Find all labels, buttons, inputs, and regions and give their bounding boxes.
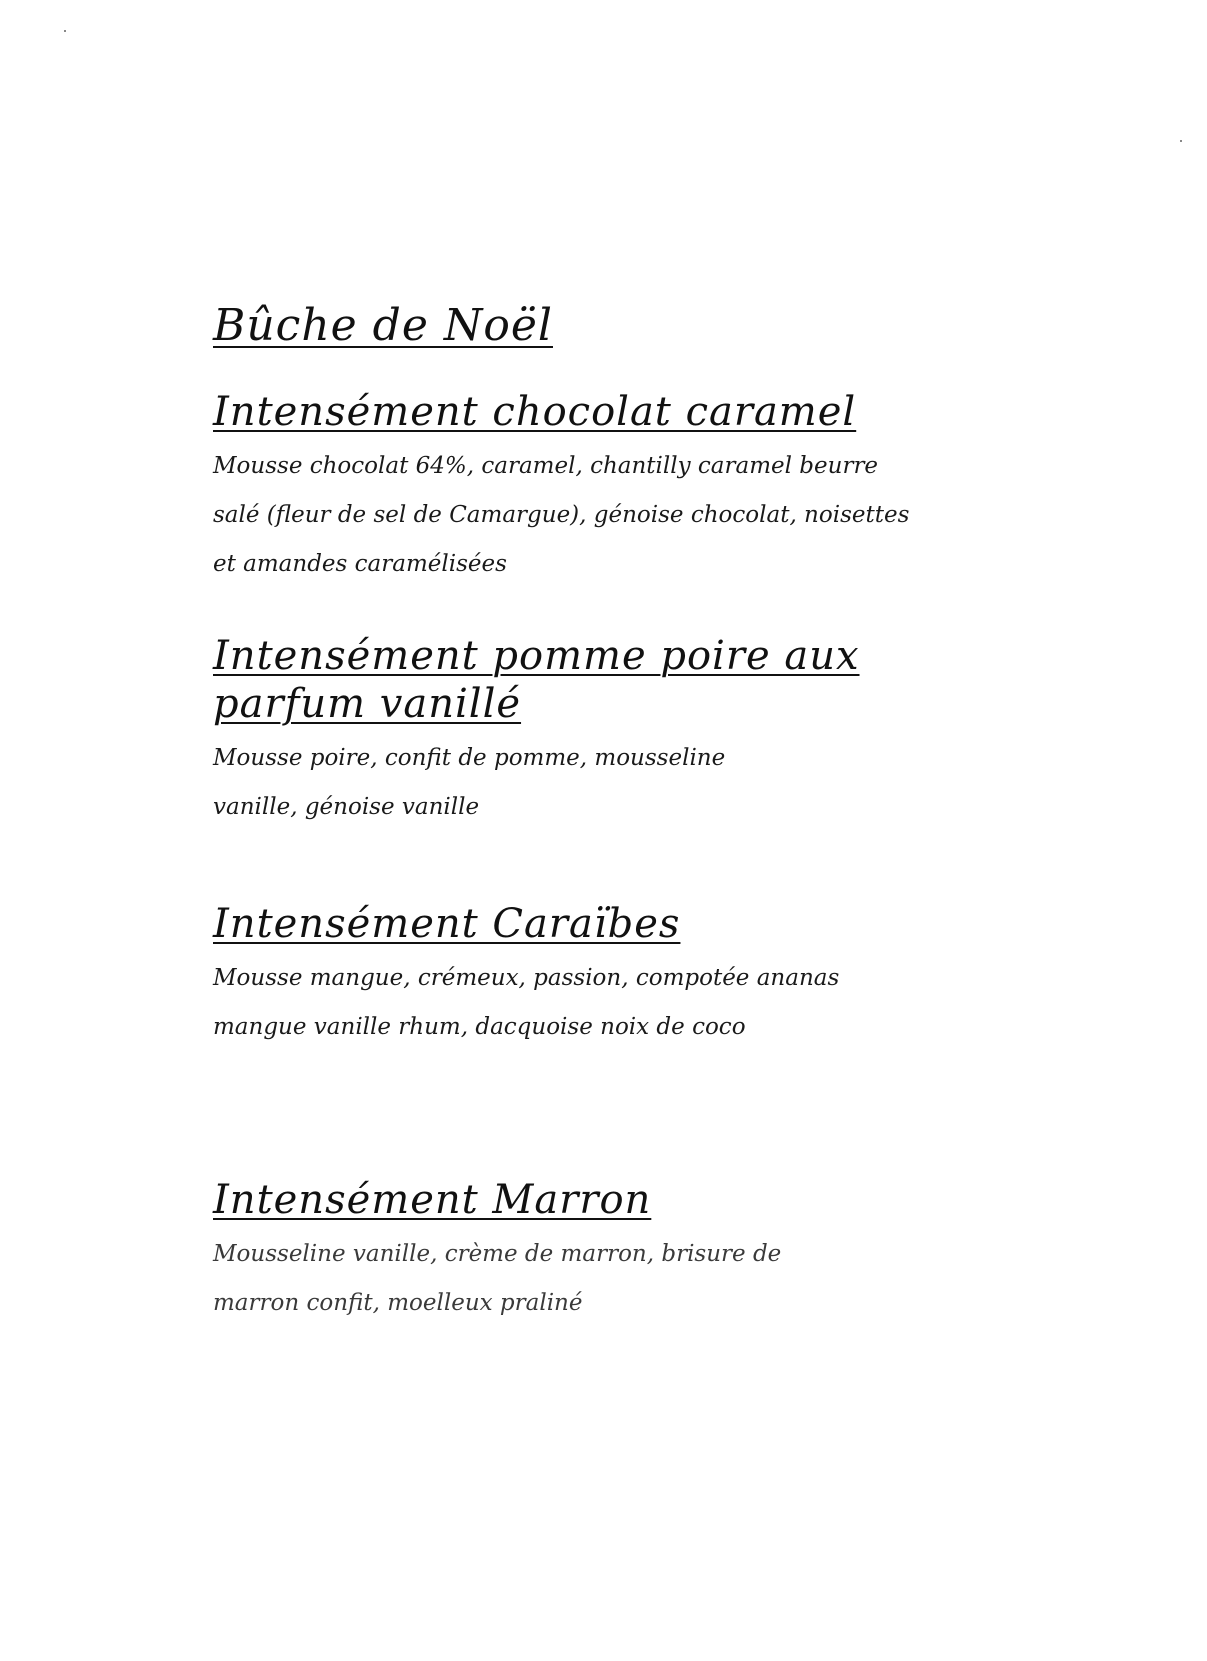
menu-item — [213, 388, 973, 589]
menu-item-name: Intensément Caraïbes — [213, 901, 681, 947]
menu-item-name: Intensément Marron — [213, 1177, 652, 1223]
menu-item-description: Mousse poire, confit de pomme, mousseline vanille, génoise vanille — [213, 745, 726, 820]
menu-title: Bûche de Noël — [213, 300, 553, 351]
menu-item-description: Mousse mangue, crémeux, passion, compotée ananas mangue vanille rhum, dacquoise noix de coco — [213, 965, 840, 1040]
menu-item-name: Intensément chocolat caramel — [213, 389, 857, 435]
scan-speck — [64, 30, 66, 32]
scan-speck — [1180, 140, 1182, 142]
menu-item — [213, 632, 973, 832]
menu-item-description: Mousse chocolat 64%, caramel, chantilly caramel beurre salé (fleur de sel de Camargue), génoise chocolat, noisettes et amandes caramélisées — [213, 453, 910, 577]
menu-item — [213, 900, 973, 1052]
menu-item — [213, 1176, 973, 1328]
menu-item-description: Mousseline vanille, crème de marron, brisure de marron confit, moelleux praliné — [213, 1241, 782, 1316]
menu-item-name: Intensément pomme poire aux parfum vanillé — [213, 633, 860, 727]
